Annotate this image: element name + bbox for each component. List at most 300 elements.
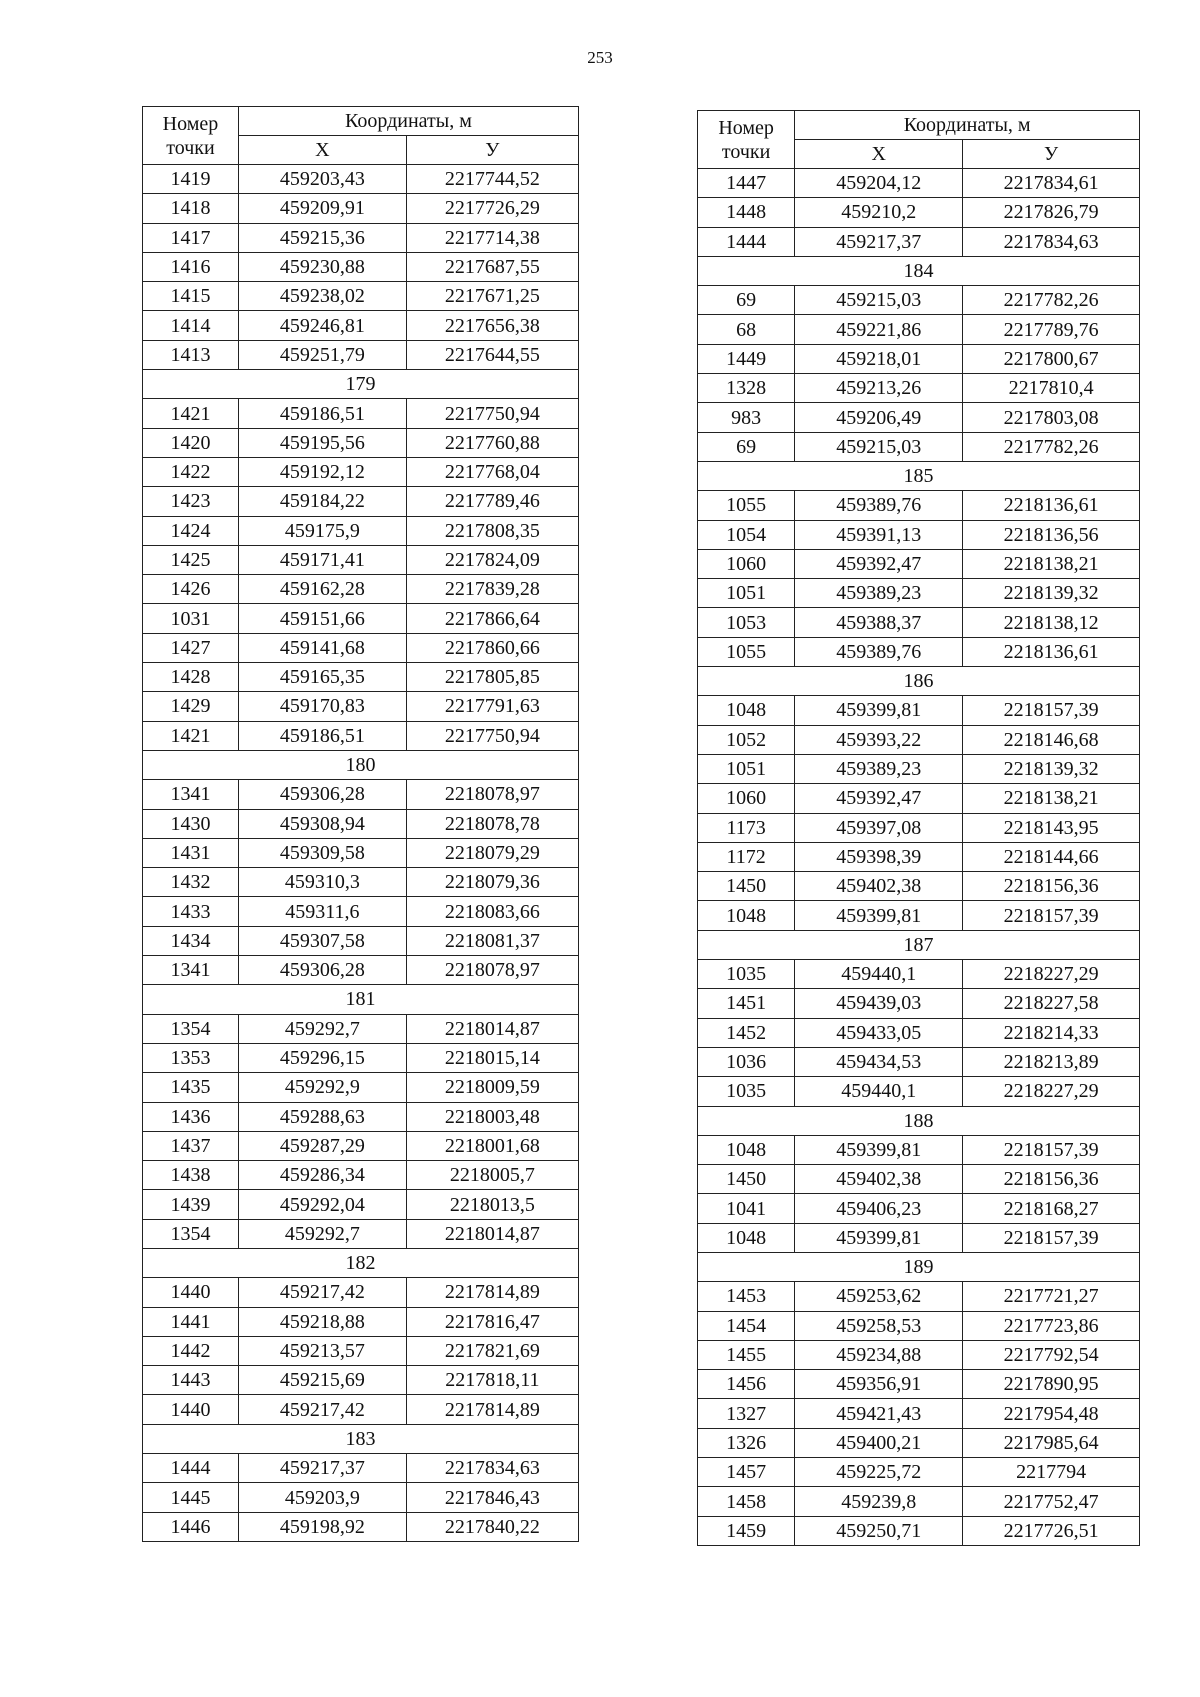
x-coordinate-cell: 459171,41 — [238, 545, 406, 574]
x-coordinate-cell: 459399,81 — [795, 1135, 963, 1164]
x-coordinate-cell: 459206,49 — [795, 403, 963, 432]
x-coordinate-cell: 459399,81 — [795, 901, 963, 930]
group-row — [698, 930, 1140, 959]
x-coordinate-cell: 459234,88 — [795, 1340, 963, 1369]
x-coordinate-cell: 459389,23 — [795, 754, 963, 783]
point-number-cell: 1435 — [143, 1073, 239, 1102]
y-coordinate-cell: 2217834,63 — [406, 1454, 578, 1483]
point-number-cell: 1445 — [143, 1483, 239, 1512]
point-number-cell: 1416 — [143, 252, 239, 281]
point-number-cell: 1425 — [143, 545, 239, 574]
y-coordinate-cell: 2217834,63 — [963, 227, 1140, 256]
group-row — [698, 667, 1140, 696]
point-number-cell: 983 — [698, 403, 795, 432]
x-coordinate-cell: 459162,28 — [238, 575, 406, 604]
group-row — [698, 1106, 1140, 1135]
group-number: 182 — [143, 1248, 579, 1277]
coordinates-table-left — [142, 106, 579, 1542]
y-coordinate-cell: 2217890,95 — [963, 1370, 1140, 1399]
point-number-cell: 1421 — [143, 721, 239, 750]
table-row — [698, 989, 1140, 1018]
table-row — [143, 545, 579, 574]
point-number-cell: 1431 — [143, 838, 239, 867]
y-coordinate-cell: 2218168,27 — [963, 1194, 1140, 1223]
y-coordinate-cell: 2218157,39 — [963, 696, 1140, 725]
point-number-cell: 1422 — [143, 457, 239, 486]
point-number-cell: 1440 — [143, 1395, 239, 1424]
x-coordinate-cell: 459198,92 — [238, 1512, 406, 1541]
point-number-cell: 1433 — [143, 897, 239, 926]
table-row — [698, 608, 1140, 637]
x-coordinate-cell: 459225,72 — [795, 1458, 963, 1487]
table-body-left — [143, 165, 579, 1542]
x-coordinate-cell: 459393,22 — [795, 725, 963, 754]
group-number: 187 — [698, 930, 1140, 959]
y-coordinate-cell: 2218078,97 — [406, 780, 578, 809]
page-number: 253 — [587, 48, 613, 67]
point-number-cell: 1450 — [698, 872, 795, 901]
group-row — [698, 461, 1140, 490]
point-number-cell: 1428 — [143, 663, 239, 692]
y-coordinate-cell: 2217714,38 — [406, 223, 578, 252]
point-number-cell: 1415 — [143, 282, 239, 311]
y-coordinate-cell: 2217824,09 — [406, 545, 578, 574]
table-row — [143, 663, 579, 692]
point-number-cell: 1457 — [698, 1458, 795, 1487]
point-number-cell: 1444 — [143, 1454, 239, 1483]
x-coordinate-cell: 459175,9 — [238, 516, 406, 545]
table-row — [143, 897, 579, 926]
table-row — [143, 1043, 579, 1072]
point-number-cell: 1048 — [698, 1135, 795, 1164]
point-number-cell: 1048 — [698, 901, 795, 930]
table-row — [143, 575, 579, 604]
table-row — [143, 809, 579, 838]
y-coordinate-cell: 2217789,46 — [406, 487, 578, 516]
table-row — [143, 340, 579, 369]
point-number-cell: 1426 — [143, 575, 239, 604]
x-coordinate-cell: 459251,79 — [238, 340, 406, 369]
y-coordinate-cell: 2217750,94 — [406, 721, 578, 750]
point-number-cell: 1439 — [143, 1190, 239, 1219]
y-coordinate-cell: 2218081,37 — [406, 926, 578, 955]
x-coordinate-cell: 459217,42 — [238, 1278, 406, 1307]
point-number-cell: 1418 — [143, 194, 239, 223]
y-coordinate-cell: 2217805,85 — [406, 663, 578, 692]
x-coordinate-cell: 459307,58 — [238, 926, 406, 955]
x-coordinate-cell: 459215,03 — [795, 432, 963, 461]
y-coordinate-cell: 2218213,89 — [963, 1047, 1140, 1076]
x-coordinate-cell: 459392,47 — [795, 784, 963, 813]
table-row — [698, 374, 1140, 403]
x-coordinate-cell: 459213,57 — [238, 1336, 406, 1365]
table-row — [698, 549, 1140, 578]
table-row — [143, 926, 579, 955]
table-row — [143, 1278, 579, 1307]
y-coordinate-cell: 2217803,08 — [963, 403, 1140, 432]
point-number-header — [698, 111, 795, 169]
group-row — [698, 256, 1140, 285]
x-coordinate-cell: 459203,43 — [238, 165, 406, 194]
point-number-cell: 1031 — [143, 604, 239, 633]
table-row — [143, 487, 579, 516]
group-row — [143, 1248, 579, 1277]
table-row — [143, 1131, 579, 1160]
x-coordinate-cell: 459186,51 — [238, 721, 406, 750]
point-number-cell: 1450 — [698, 1165, 795, 1194]
point-number-cell: 1413 — [143, 340, 239, 369]
point-number-cell: 1054 — [698, 520, 795, 549]
y-coordinate-cell: 2217644,55 — [406, 340, 578, 369]
table-row — [143, 721, 579, 750]
point-number-cell: 1459 — [698, 1516, 795, 1545]
x-coordinate-cell: 459392,47 — [795, 549, 963, 578]
point-number-cell: 1458 — [698, 1487, 795, 1516]
y-coordinate-cell: 2218139,32 — [963, 579, 1140, 608]
table-row — [143, 516, 579, 545]
y-coordinate-cell: 2217954,48 — [963, 1399, 1140, 1428]
point-number-cell: 1354 — [143, 1219, 239, 1248]
table-row — [143, 1161, 579, 1190]
table-row — [143, 1512, 579, 1541]
table-row — [698, 1311, 1140, 1340]
x-coordinate-cell: 459287,29 — [238, 1131, 406, 1160]
table-row — [143, 604, 579, 633]
group-number: 185 — [698, 461, 1140, 490]
y-coordinate-cell: 2217840,22 — [406, 1512, 578, 1541]
x-coordinate-cell: 459389,23 — [795, 579, 963, 608]
y-coordinate-cell: 2217826,79 — [963, 198, 1140, 227]
point-number-cell: 1452 — [698, 1018, 795, 1047]
table-row — [698, 1340, 1140, 1369]
y-coordinate-cell: 2218139,32 — [963, 754, 1140, 783]
y-coordinate-cell: 2217721,27 — [963, 1282, 1140, 1311]
y-coordinate-cell: 2217760,88 — [406, 428, 578, 457]
y-coordinate-cell: 2217768,04 — [406, 457, 578, 486]
point-header-line2: точки — [721, 140, 771, 163]
table-row — [143, 956, 579, 985]
point-number-cell: 1440 — [143, 1278, 239, 1307]
point-number-cell: 1060 — [698, 784, 795, 813]
table-row — [698, 1282, 1140, 1311]
point-number-cell: 1419 — [143, 165, 239, 194]
x-coordinate-cell: 459253,62 — [795, 1282, 963, 1311]
y-coordinate-cell: 2218078,97 — [406, 956, 578, 985]
y-coordinate-cell: 2218156,36 — [963, 1165, 1140, 1194]
y-coordinate-cell: 2217814,89 — [406, 1395, 578, 1424]
point-number-cell: 1453 — [698, 1282, 795, 1311]
x-coordinate-cell: 459184,22 — [238, 487, 406, 516]
x-coordinate-cell: 459292,7 — [238, 1219, 406, 1248]
y-coordinate-cell: 2218136,56 — [963, 520, 1140, 549]
y-coordinate-cell: 2217814,89 — [406, 1278, 578, 1307]
x-coordinate-cell: 459309,58 — [238, 838, 406, 867]
y-coordinate-cell: 2217818,11 — [406, 1366, 578, 1395]
point-number-cell: 1420 — [143, 428, 239, 457]
point-number-cell: 1434 — [143, 926, 239, 955]
y-coordinate-cell: 2217752,47 — [963, 1487, 1140, 1516]
x-coordinate-cell: 459218,88 — [238, 1307, 406, 1336]
point-number-cell: 1432 — [143, 868, 239, 897]
y-coordinate-cell: 2217656,38 — [406, 311, 578, 340]
x-coordinate-cell: 459192,12 — [238, 457, 406, 486]
x-coordinate-cell: 459288,63 — [238, 1102, 406, 1131]
point-number-cell: 1443 — [143, 1366, 239, 1395]
x-coordinate-cell: 459195,56 — [238, 428, 406, 457]
table-row — [698, 754, 1140, 783]
table-row — [698, 1399, 1140, 1428]
y-coordinate-cell: 2218214,33 — [963, 1018, 1140, 1047]
point-number-cell: 1446 — [143, 1512, 239, 1541]
table-row — [143, 165, 579, 194]
point-number-cell: 1436 — [143, 1102, 239, 1131]
x-coordinate-cell: 459250,71 — [795, 1516, 963, 1545]
table-row — [698, 286, 1140, 315]
point-number-cell: 1048 — [698, 696, 795, 725]
point-number-cell: 1051 — [698, 579, 795, 608]
point-number-cell: 1438 — [143, 1161, 239, 1190]
point-number-cell: 1427 — [143, 633, 239, 662]
point-number-cell: 1035 — [698, 1077, 795, 1106]
y-coordinate-cell: 2218138,12 — [963, 608, 1140, 637]
point-number-cell: 1417 — [143, 223, 239, 252]
y-coordinate-cell: 2218015,14 — [406, 1043, 578, 1072]
point-number-cell: 1448 — [698, 198, 795, 227]
point-number-cell: 1341 — [143, 780, 239, 809]
group-row — [143, 985, 579, 1014]
table-row — [698, 1487, 1140, 1516]
point-number-cell: 1354 — [143, 1014, 239, 1043]
table-row — [143, 1454, 579, 1483]
y-coordinate-cell: 2217846,43 — [406, 1483, 578, 1512]
x-coordinate-cell: 459215,03 — [795, 286, 963, 315]
point-number-cell: 1429 — [143, 692, 239, 721]
group-number: 179 — [143, 370, 579, 399]
table-row — [143, 692, 579, 721]
x-coordinate-cell: 459389,76 — [795, 637, 963, 666]
table-row — [143, 1014, 579, 1043]
point-number-cell: 1444 — [698, 227, 795, 256]
x-coordinate-cell: 459311,6 — [238, 897, 406, 926]
point-number-header — [143, 107, 239, 165]
table-row — [143, 194, 579, 223]
point-number-cell: 1353 — [143, 1043, 239, 1072]
point-number-cell: 1051 — [698, 754, 795, 783]
table-row — [698, 1194, 1140, 1223]
y-coordinate-cell: 2218144,66 — [963, 842, 1140, 871]
y-coordinate-cell: 2217839,28 — [406, 575, 578, 604]
y-coordinate-cell: 2218143,95 — [963, 813, 1140, 842]
x-coordinate-cell: 459399,81 — [795, 696, 963, 725]
table-row — [698, 491, 1140, 520]
y-coordinate-cell: 2217821,69 — [406, 1336, 578, 1365]
y-coordinate-cell: 2218003,48 — [406, 1102, 578, 1131]
point-number-cell: 69 — [698, 432, 795, 461]
table-row — [698, 227, 1140, 256]
table-row — [698, 1428, 1140, 1457]
y-coordinate-cell: 2218136,61 — [963, 491, 1140, 520]
x-coordinate-cell: 459292,9 — [238, 1073, 406, 1102]
point-header-line1: Номер — [162, 112, 219, 135]
x-coordinate-cell: 459389,76 — [795, 491, 963, 520]
y-coordinate-cell: 2218138,21 — [963, 549, 1140, 578]
point-number-cell: 1421 — [143, 399, 239, 428]
x-column-header: Х — [795, 140, 963, 169]
table-row — [698, 403, 1140, 432]
point-number-cell: 1437 — [143, 1131, 239, 1160]
x-coordinate-cell: 459217,42 — [238, 1395, 406, 1424]
point-number-cell: 1447 — [698, 169, 795, 198]
table-row — [698, 579, 1140, 608]
y-coordinate-cell: 2217792,54 — [963, 1340, 1140, 1369]
group-number: 184 — [698, 256, 1140, 285]
x-coordinate-cell: 459421,43 — [795, 1399, 963, 1428]
table-row — [698, 725, 1140, 754]
point-number-cell: 1048 — [698, 1223, 795, 1252]
table-row — [143, 399, 579, 428]
table-row — [143, 252, 579, 281]
table-row — [698, 842, 1140, 871]
table-row — [143, 1073, 579, 1102]
x-coordinate-cell: 459402,38 — [795, 1165, 963, 1194]
x-coordinate-cell: 459433,05 — [795, 1018, 963, 1047]
y-coordinate-cell: 2217834,61 — [963, 169, 1140, 198]
table-row — [143, 282, 579, 311]
y-coordinate-cell: 2217671,25 — [406, 282, 578, 311]
y-coordinate-cell: 2218083,66 — [406, 897, 578, 926]
table-row — [698, 520, 1140, 549]
table-row — [698, 1018, 1140, 1047]
table-row — [143, 868, 579, 897]
point-number-cell: 1035 — [698, 960, 795, 989]
y-coordinate-cell: 2218136,61 — [963, 637, 1140, 666]
point-number-cell: 1055 — [698, 637, 795, 666]
x-coordinate-cell: 459213,26 — [795, 374, 963, 403]
table-row — [698, 637, 1140, 666]
y-coordinate-cell: 2217726,29 — [406, 194, 578, 223]
point-number-cell: 1430 — [143, 809, 239, 838]
table-row — [698, 432, 1140, 461]
table-row — [698, 813, 1140, 842]
point-number-cell: 1036 — [698, 1047, 795, 1076]
point-number-cell: 1441 — [143, 1307, 239, 1336]
y-coordinate-cell: 2217866,64 — [406, 604, 578, 633]
y-coordinate-cell: 2218009,59 — [406, 1073, 578, 1102]
table-row — [698, 901, 1140, 930]
y-coordinate-cell: 2218013,5 — [406, 1190, 578, 1219]
y-coordinate-cell: 2217800,67 — [963, 344, 1140, 373]
point-number-cell: 1454 — [698, 1311, 795, 1340]
y-coordinate-cell: 2217782,26 — [963, 432, 1140, 461]
point-number-cell: 1041 — [698, 1194, 795, 1223]
y-column-header: У — [963, 140, 1140, 169]
x-coordinate-cell: 459204,12 — [795, 169, 963, 198]
y-coordinate-cell: 2218227,58 — [963, 989, 1140, 1018]
group-number: 189 — [698, 1252, 1140, 1281]
y-coordinate-cell: 2218138,21 — [963, 784, 1140, 813]
point-number-cell: 1055 — [698, 491, 795, 520]
table-row — [143, 223, 579, 252]
table-row — [143, 780, 579, 809]
point-number-cell: 1328 — [698, 374, 795, 403]
y-coordinate-cell: 2217794 — [963, 1458, 1140, 1487]
x-coordinate-cell: 459217,37 — [238, 1454, 406, 1483]
x-coordinate-cell: 459210,2 — [795, 198, 963, 227]
y-coordinate-cell: 2217985,64 — [963, 1428, 1140, 1457]
table-row — [698, 1165, 1140, 1194]
table-row — [143, 1483, 579, 1512]
x-coordinate-cell: 459215,36 — [238, 223, 406, 252]
point-number-cell: 1414 — [143, 311, 239, 340]
x-coordinate-cell: 459296,15 — [238, 1043, 406, 1072]
table-row — [698, 872, 1140, 901]
point-number-cell: 1052 — [698, 725, 795, 754]
y-column-header: У — [406, 136, 578, 165]
table-row — [143, 838, 579, 867]
point-number-cell: 68 — [698, 315, 795, 344]
table-row — [698, 1077, 1140, 1106]
x-coordinate-cell: 459356,91 — [795, 1370, 963, 1399]
y-coordinate-cell: 2218157,39 — [963, 901, 1140, 930]
y-coordinate-cell: 2218146,68 — [963, 725, 1140, 754]
point-number-cell: 1173 — [698, 813, 795, 842]
table-row — [698, 1370, 1140, 1399]
y-coordinate-cell: 2218001,68 — [406, 1131, 578, 1160]
x-coordinate-cell: 459151,66 — [238, 604, 406, 633]
x-coordinate-cell: 459434,53 — [795, 1047, 963, 1076]
y-coordinate-cell: 2218005,7 — [406, 1161, 578, 1190]
table-row — [698, 169, 1140, 198]
x-coordinate-cell: 459217,37 — [795, 227, 963, 256]
point-header-line1: Номер — [718, 116, 774, 139]
coordinates-header: Координаты, м — [238, 107, 578, 136]
table-row — [698, 1516, 1140, 1545]
x-coordinate-cell: 459398,39 — [795, 842, 963, 871]
x-coordinate-cell: 459402,38 — [795, 872, 963, 901]
x-coordinate-cell: 459286,34 — [238, 1161, 406, 1190]
y-coordinate-cell: 2218014,87 — [406, 1219, 578, 1248]
point-number-cell: 1341 — [143, 956, 239, 985]
x-coordinate-cell: 459440,1 — [795, 960, 963, 989]
point-number-cell: 69 — [698, 286, 795, 315]
table-row — [143, 633, 579, 662]
x-coordinate-cell: 459230,88 — [238, 252, 406, 281]
y-coordinate-cell: 2218079,29 — [406, 838, 578, 867]
x-coordinate-cell: 459209,91 — [238, 194, 406, 223]
table-row — [143, 1190, 579, 1219]
group-number: 180 — [143, 750, 579, 779]
point-number-cell: 1455 — [698, 1340, 795, 1369]
table-row — [698, 1223, 1140, 1252]
y-coordinate-cell: 2217782,26 — [963, 286, 1140, 315]
y-coordinate-cell: 2217860,66 — [406, 633, 578, 662]
table-row — [698, 1047, 1140, 1076]
point-number-cell: 1423 — [143, 487, 239, 516]
y-coordinate-cell: 2217810,4 — [963, 374, 1140, 403]
y-coordinate-cell: 2218227,29 — [963, 960, 1140, 989]
table-row — [698, 315, 1140, 344]
point-number-cell: 1172 — [698, 842, 795, 871]
x-coordinate-cell: 459170,83 — [238, 692, 406, 721]
x-coordinate-cell: 459306,28 — [238, 956, 406, 985]
table-row — [698, 784, 1140, 813]
y-coordinate-cell: 2217744,52 — [406, 165, 578, 194]
x-coordinate-cell: 459238,02 — [238, 282, 406, 311]
table-row — [698, 1135, 1140, 1164]
x-coordinate-cell: 459439,03 — [795, 989, 963, 1018]
point-number-cell: 1053 — [698, 608, 795, 637]
x-coordinate-cell: 459203,9 — [238, 1483, 406, 1512]
